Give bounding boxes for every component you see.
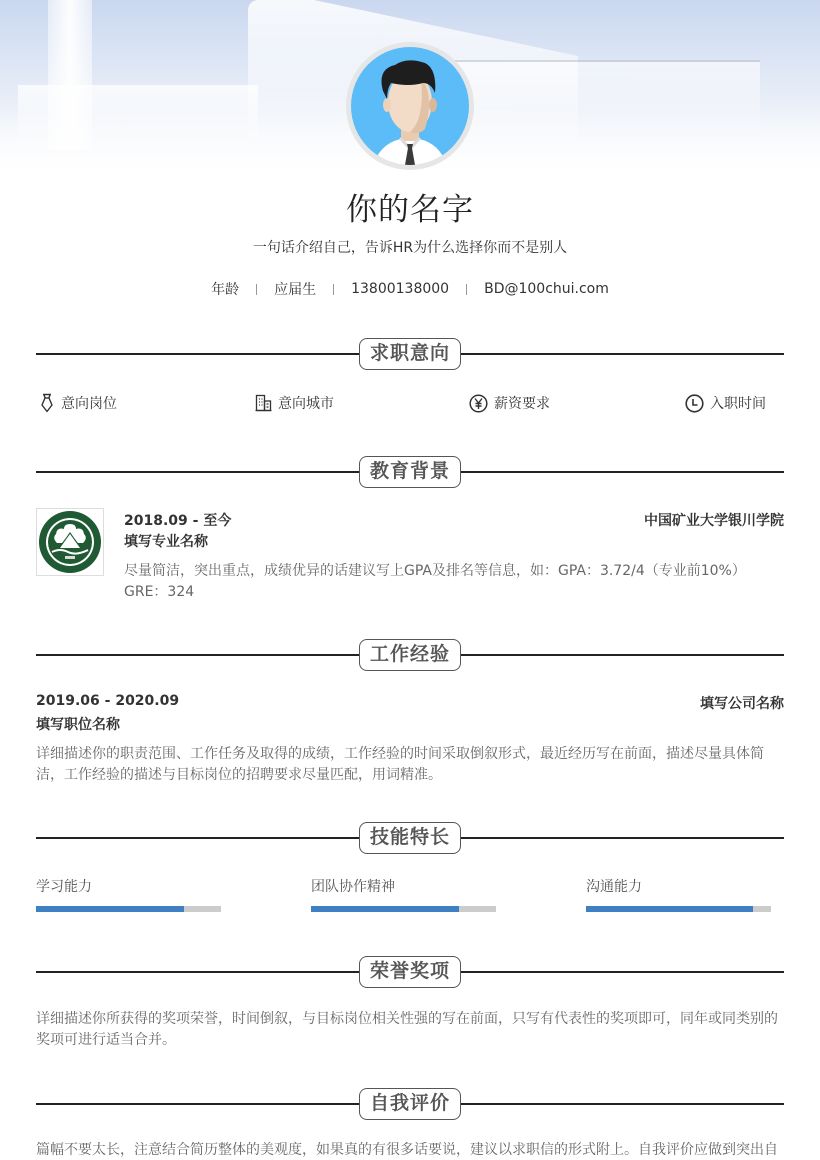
- yen-icon: [469, 394, 488, 413]
- contact-phone[interactable]: 13800138000: [351, 281, 450, 297]
- contact-status: 应届生: [274, 282, 317, 298]
- contact-email[interactable]: BD@100chui.com: [484, 281, 609, 297]
- tie-icon: [39, 393, 55, 413]
- section-header-skills: [36, 822, 784, 854]
- avatar-image: [351, 47, 469, 165]
- avatar[interactable]: [346, 42, 474, 170]
- section-title: 工作经验: [359, 639, 461, 671]
- contact-divider: [466, 284, 467, 295]
- skill-item: [311, 876, 496, 912]
- intent-salary-label: 薪资要求: [494, 396, 550, 412]
- skill-bar: [311, 906, 496, 912]
- education-major: 填写专业名称: [124, 534, 208, 550]
- education-date: 2018.09 - 至今: [124, 513, 232, 529]
- skill-bar: [586, 906, 771, 912]
- section-header-education: [36, 456, 784, 488]
- skill-bar-fill: [586, 906, 753, 912]
- skill-bar: [36, 906, 221, 912]
- contact-info: [0, 279, 820, 299]
- avatar-person-icon: [351, 47, 469, 165]
- school-emblem-icon: [38, 510, 102, 574]
- intent-salary[interactable]: [469, 393, 550, 413]
- work-description: 详细描述你的职责范围、工作任务及取得的成绩，工作经验的时间采取倒叙形式，最近经历写在前面，描述尽量具体简洁，工作经验的描述与目标岗位的招聘要求尽量匹配，用词精准。: [36, 746, 764, 783]
- work-position: 填写职位名称: [36, 717, 120, 733]
- skill-item: [36, 876, 221, 912]
- section-header-awards: [36, 956, 784, 988]
- contact-divider: [256, 284, 257, 295]
- section-header-intent: [36, 338, 784, 370]
- school-logo: [36, 508, 104, 576]
- clock-icon: [685, 394, 704, 413]
- contact-age: 年龄: [211, 282, 240, 298]
- skill-item: [586, 876, 771, 912]
- intent-city-label: 意向城市: [278, 396, 334, 412]
- skill-label: 沟通能力: [586, 879, 642, 895]
- section-header-work: [36, 639, 784, 671]
- intent-start-time-label: 入职时间: [710, 396, 766, 412]
- work-date: 2019.06 - 2020.09: [36, 693, 180, 709]
- education-school: 中国矿业大学银川学院: [644, 513, 784, 529]
- contact-divider: [333, 284, 334, 295]
- job-intent-row: [36, 393, 784, 417]
- candidate-name: 你的名字: [346, 192, 474, 228]
- section-header-self-eval: [36, 1088, 784, 1120]
- candidate-intro: 一句话介绍自己，告诉HR为什么选择你而不是别人: [252, 240, 568, 256]
- intent-city[interactable]: [255, 393, 334, 413]
- section-title: 荣誉奖项: [359, 956, 461, 988]
- section-title: 技能特长: [359, 822, 461, 854]
- work-company: 填写公司名称: [700, 696, 784, 712]
- skill-bar-fill: [36, 906, 184, 912]
- intent-position[interactable]: [39, 393, 117, 413]
- awards-description: 详细描述你所获得的奖项荣誉，时间倒叙，与目标岗位相关性强的写在前面，只写有代表性的奖项即可，同年或同类别的奖项可进行适当合并。: [36, 1011, 778, 1048]
- intent-position-label: 意向岗位: [61, 396, 117, 412]
- self-eval-description: 篇幅不要太长，注意结合简历整体的美观度，如果真的有很多话要说，建议以求职信的形式附上。自我评价应做到突出自: [36, 1142, 778, 1158]
- education-description: 尽量简洁，突出重点，成绩优异的话建议写上GPA及排名等信息，如：GPA：3.72/4（专业前10%） GRE：324: [124, 563, 746, 600]
- skill-label: 团队协作精神: [311, 879, 395, 895]
- section-title: 教育背景: [359, 456, 461, 488]
- building-icon: [255, 394, 272, 412]
- section-title: 自我评价: [359, 1088, 461, 1120]
- skill-label: 学习能力: [36, 879, 92, 895]
- section-title: 求职意向: [359, 338, 461, 370]
- intent-start-time[interactable]: [685, 393, 766, 413]
- skill-bar-fill: [311, 906, 459, 912]
